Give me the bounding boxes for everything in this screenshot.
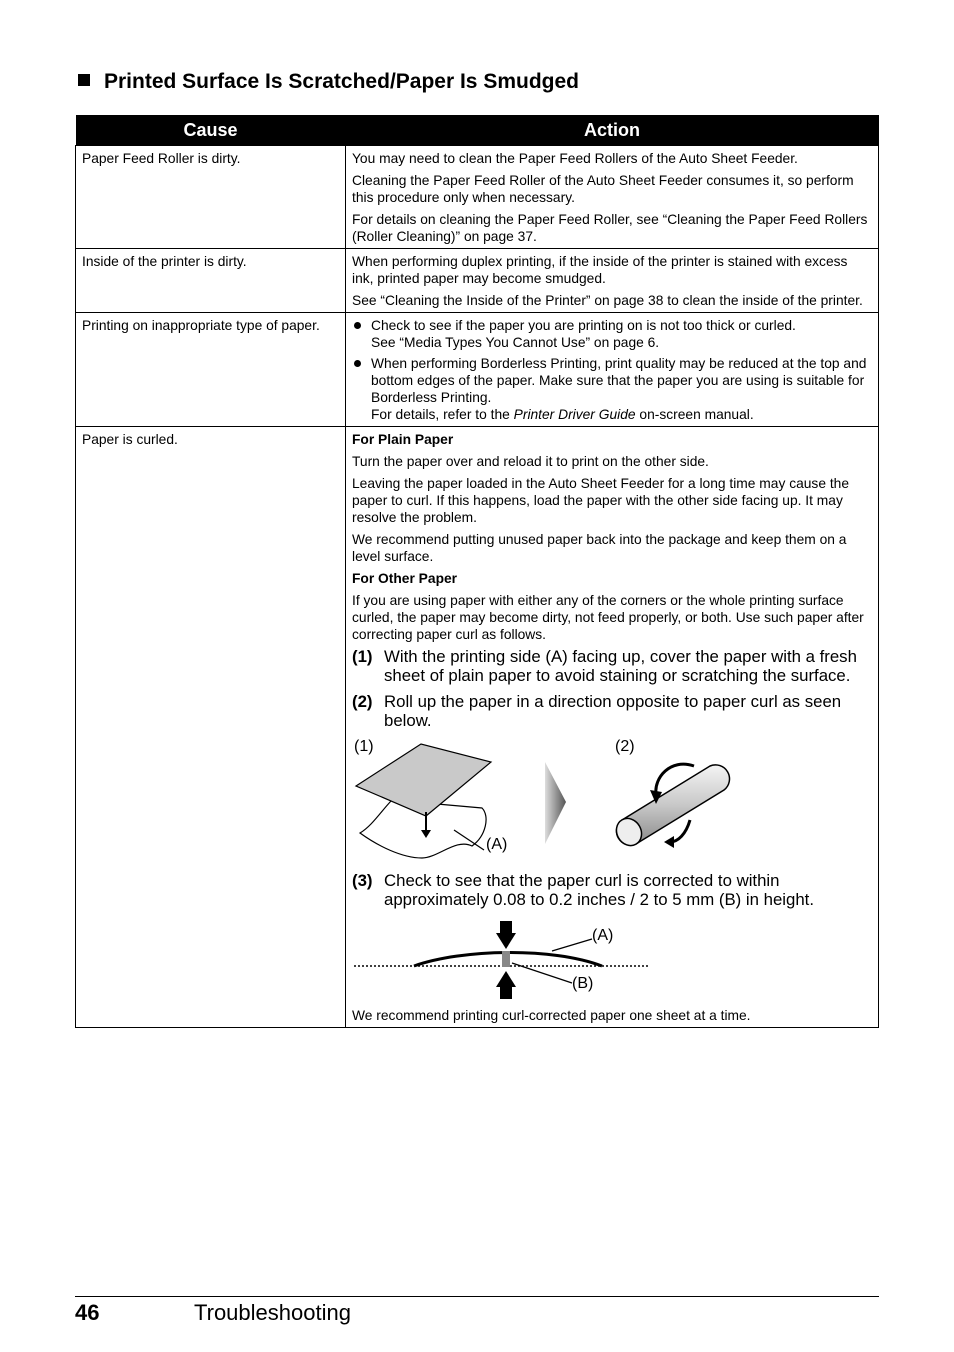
bullet-item — [352, 317, 872, 351]
cause-cell: Printing on inappropriate type of paper. — [76, 313, 346, 427]
action-text: Cleaning the Paper Feed Roller of the Auto Sheet Feeder consumes it, so perform this procedure only when necessary. — [352, 173, 854, 205]
bullet-text: For details, refer to the — [371, 407, 514, 422]
action-text: If you are using paper with either any of the corners or the whole printing surface curled, the paper may become dirty, not feed properly, or both. Use such paper after correcting paper curl as follows. — [352, 593, 864, 642]
bullet-dot-icon — [354, 360, 361, 367]
section-heading — [78, 70, 579, 94]
action-cell — [346, 146, 879, 249]
action-text: We recommend printing curl-corrected paper one sheet at a time. — [352, 1008, 751, 1023]
figure-label: (B) — [572, 975, 594, 992]
bullet-text: Check to see if the paper you are printing on is not too thick or curled. — [371, 318, 796, 333]
subheading-other-paper: For Other Paper — [352, 571, 458, 586]
bullet-text: See “Media Types You Cannot Use” on page 6. — [371, 335, 660, 350]
step-number: (1) — [352, 647, 373, 666]
section-name: Troubleshooting — [194, 1300, 351, 1325]
step-item — [352, 648, 872, 685]
bullet-list — [352, 317, 872, 423]
action-text: Turn the paper over and reload it to print on the other side. — [352, 454, 709, 469]
step-number: (3) — [352, 871, 373, 890]
cause-cell: Inside of the printer is dirty. — [76, 249, 346, 313]
table-header-row — [76, 115, 879, 146]
action-text: You may need to clean the Paper Feed Rollers of the Auto Sheet Feeder. — [352, 151, 798, 166]
step-text: Roll up the paper in a direction opposite to paper curl as seen below. — [384, 692, 842, 730]
bullet-dot-icon — [354, 322, 361, 329]
cause-cell: Paper Feed Roller is dirty. — [76, 146, 346, 249]
header-action: Action — [346, 115, 879, 146]
step-item — [352, 872, 872, 909]
subheading-plain-paper: For Plain Paper — [352, 432, 454, 447]
cause-cell: Paper is curled. — [76, 427, 346, 1028]
figure-label: (2) — [615, 738, 635, 755]
page-number: 46 — [75, 1300, 100, 1325]
roll-paper-diagram — [352, 738, 872, 866]
section-heading-text: Printed Surface Is Scratched/Paper Is Smudged — [104, 70, 579, 93]
action-text: See “Cleaning the Inside of the Printer” on page 38 to clean the inside of the printer. — [352, 293, 863, 308]
figure-label: (1) — [354, 738, 374, 755]
troubleshooting-table — [75, 115, 879, 1028]
square-bullet-icon — [78, 74, 90, 86]
curl-height-illustration — [352, 917, 872, 1007]
action-text: When performing duplex printing, if the inside of the printer is stained with excess ink, printed paper may become smudged. — [352, 254, 848, 286]
action-cell — [346, 313, 879, 427]
action-text: We recommend putting unused paper back into the package and keep them on a level surface. — [352, 532, 847, 564]
table-row — [76, 313, 879, 427]
bullet-text: When performing Borderless Printing, print quality may be reduced at the top and bottom edges of the paper. Make sure that the paper you are using is suitable for Borderless Printing. — [371, 356, 867, 405]
header-cause: Cause — [76, 115, 346, 146]
table-row — [76, 146, 879, 249]
table-row — [76, 427, 879, 1028]
action-cell — [346, 427, 879, 1028]
figure-label: (A) — [592, 927, 614, 944]
action-text: For details on cleaning the Paper Feed Roller, see “Cleaning the Paper Feed Rollers (Roller Cleaning)” on page 37. — [352, 212, 868, 244]
figure-label: (A) — [486, 836, 508, 853]
bullet-text: on-screen manual. — [635, 407, 754, 422]
footer-divider — [75, 1296, 879, 1297]
roll-paper-illustration — [352, 738, 872, 866]
step-number: (2) — [352, 692, 373, 711]
manual-name: Printer Driver Guide — [513, 407, 636, 422]
step-text: With the printing side (A) facing up, cover the paper with a fresh sheet of plain paper to avoid staining or scratching the surface. — [384, 647, 857, 685]
action-cell — [346, 249, 879, 313]
table-row — [76, 249, 879, 313]
action-text: Leaving the paper loaded in the Auto Sheet Feeder for a long time may cause the paper to curl. If this happens, load the paper with the other side facing up. It may resolve the problem. — [352, 476, 850, 525]
bullet-item — [352, 355, 872, 423]
step-item — [352, 693, 872, 730]
step-text: Check to see that the paper curl is corrected to within approximately 0.08 to 0.2 inches / 2 to 5 mm (B) in height. — [384, 871, 815, 909]
